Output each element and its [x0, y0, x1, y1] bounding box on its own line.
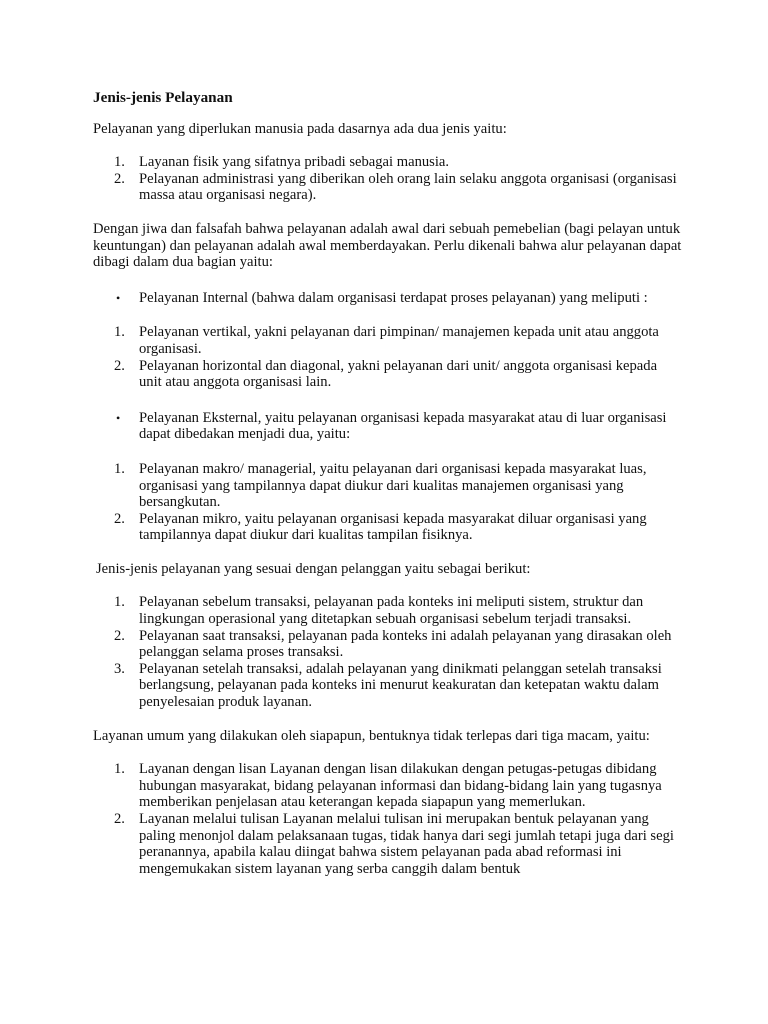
- list-item-text: Pelayanan horizontal dan diagonal, yakni pelayanan dari unit/ anggota organisasi kepada unit atau anggota organisasi lain.: [139, 357, 658, 391]
- paragraph-public-service: Layanan umum yang dilakukan oleh siapapun, bentuknya tidak terlepas dari tiga macam, yaitu:: [93, 727, 650, 744]
- list-item-text: Pelayanan saat transaksi, pelayanan pada konteks ini adalah pelayanan yang dirasakan oleh pelanggan selama proses transaksi.: [139, 627, 672, 661]
- list-marker: 3.: [114, 660, 125, 677]
- list-item-text: Layanan melalui tulisan Layanan melalui tulisan ini merupakan bentuk pelayanan yang paling menonjol dalam pelaksanaan tugas, tidak hanya dari segi jumlah tetapi juga dari segi peranannya, apabila kalau diingat bahwa sistem pelayanan pada abad reformasi ini mengemukakan sistem layanan yang serba canggih dalam bentuk: [139, 811, 674, 877]
- list-item: [93, 628, 683, 661]
- list-item-text: Pelayanan makro/ managerial, yaitu pelayanan dari organisasi kepada masyarakat luas, organisasi yang tampilannya dapat diukur dari kualitas manajemen organisasi yang bersangkutan.: [139, 460, 647, 511]
- bullet-item: [93, 290, 683, 307]
- bullet-list-external: [93, 410, 683, 443]
- paragraph-intro: Pelayanan yang diperlukan manusia pada dasarnya ada dua jenis yaitu:: [93, 120, 507, 137]
- list-item: [93, 594, 683, 627]
- bullet-list-internal: [93, 290, 683, 307]
- list-item-text: Pelayanan setelah transaksi, adalah pelayanan yang dinikmati pelanggan setelah transaksi berlangsung, pelayanan pada konteks ini menurut keakuratan dan ketepatan waktu dalam penyelesaian produk layanan.: [139, 660, 662, 711]
- list-item-text: Pelayanan vertikal, yakni pelayanan dari pimpinan/ manajemen kepada unit atau anggota organisasi.: [139, 324, 659, 357]
- list-item: [93, 661, 683, 711]
- numbered-list-4: [93, 594, 683, 710]
- list-marker: 2.: [114, 627, 125, 644]
- list-marker: 2.: [114, 510, 125, 527]
- list-marker: 2.: [114, 357, 125, 374]
- list-item: [93, 358, 683, 391]
- page-title: Jenis-jenis Pelayanan: [93, 89, 233, 106]
- list-item-text: Pelayanan sebelum transaksi, pelayanan pada konteks ini meliputi sistem, struktur dan lingkungan operasional yang ditetapkan sebuah organisasi sebelum terjadi transaksi.: [139, 594, 644, 628]
- list-item-text: Pelayanan administrasi yang diberikan oleh orang lain selaku anggota organisasi (organisasi massa atau organisasi negara).: [139, 170, 677, 204]
- numbered-list-3: [93, 461, 683, 544]
- bullet-item: [93, 410, 683, 443]
- list-item: [93, 811, 683, 877]
- list-item: [93, 324, 683, 357]
- list-marker: 1.: [114, 761, 125, 778]
- list-marker: 1.: [114, 460, 125, 477]
- list-marker: 1.: [114, 154, 125, 171]
- list-marker: 1.: [114, 594, 125, 611]
- bullet-item-text: Pelayanan Eksternal, yaitu pelayanan organisasi kepada masyarakat atau di luar organisasi dapat dibedakan menjadi dua, yaitu:: [139, 409, 667, 443]
- bullet-marker: •: [116, 290, 121, 305]
- bullet-item-text: Pelayanan Internal (bahwa dalam organisasi terdapat proses pelayanan) yang meliputi :: [139, 289, 648, 306]
- list-item: [93, 511, 683, 544]
- list-item: [93, 171, 683, 204]
- paragraph-customer-types: Jenis-jenis pelayanan yang sesuai dengan pelanggan yaitu sebagai berikut:: [96, 560, 531, 577]
- bullet-marker: •: [116, 410, 121, 425]
- list-marker: 2.: [114, 170, 125, 187]
- list-marker: 2.: [114, 811, 125, 827]
- list-item-text: Pelayanan mikro, yaitu pelayanan organisasi kepada masyarakat diluar organisasi yang tampilannya dapat diukur dari kualitas tampilan fisiknya.: [139, 510, 647, 544]
- numbered-list-1: [93, 154, 683, 204]
- paragraph-flow: Dengan jiwa dan falsafah bahwa pelayanan adalah awal dari sebuah pemebelian (bagi pelayan untuk keuntungan) dan pelayanan adalah awal memberdayakan. Perlu dikenali bahwa alur pelayanan dapat dibagi dalam dua bagian yaitu:: [93, 220, 682, 271]
- list-item: [93, 154, 683, 171]
- document-page: [93, 90, 683, 877]
- numbered-list-2: [93, 324, 683, 390]
- list-item: [93, 761, 683, 811]
- list-marker: 1.: [114, 324, 125, 341]
- list-item: [93, 461, 683, 511]
- numbered-list-5: [93, 761, 683, 877]
- list-item-text: Layanan dengan lisan Layanan dengan lisan dilakukan dengan petugas-petugas dibidang hubungan masyarakat, bidang pelayanan informasi dan bidang-bidang lain yang tugasnya memberikan penjelasan atau keterangan kepada siapapun yang memerlukan.: [139, 761, 662, 811]
- list-item-text: Layanan fisik yang sifatnya pribadi sebagai manusia.: [139, 154, 450, 171]
